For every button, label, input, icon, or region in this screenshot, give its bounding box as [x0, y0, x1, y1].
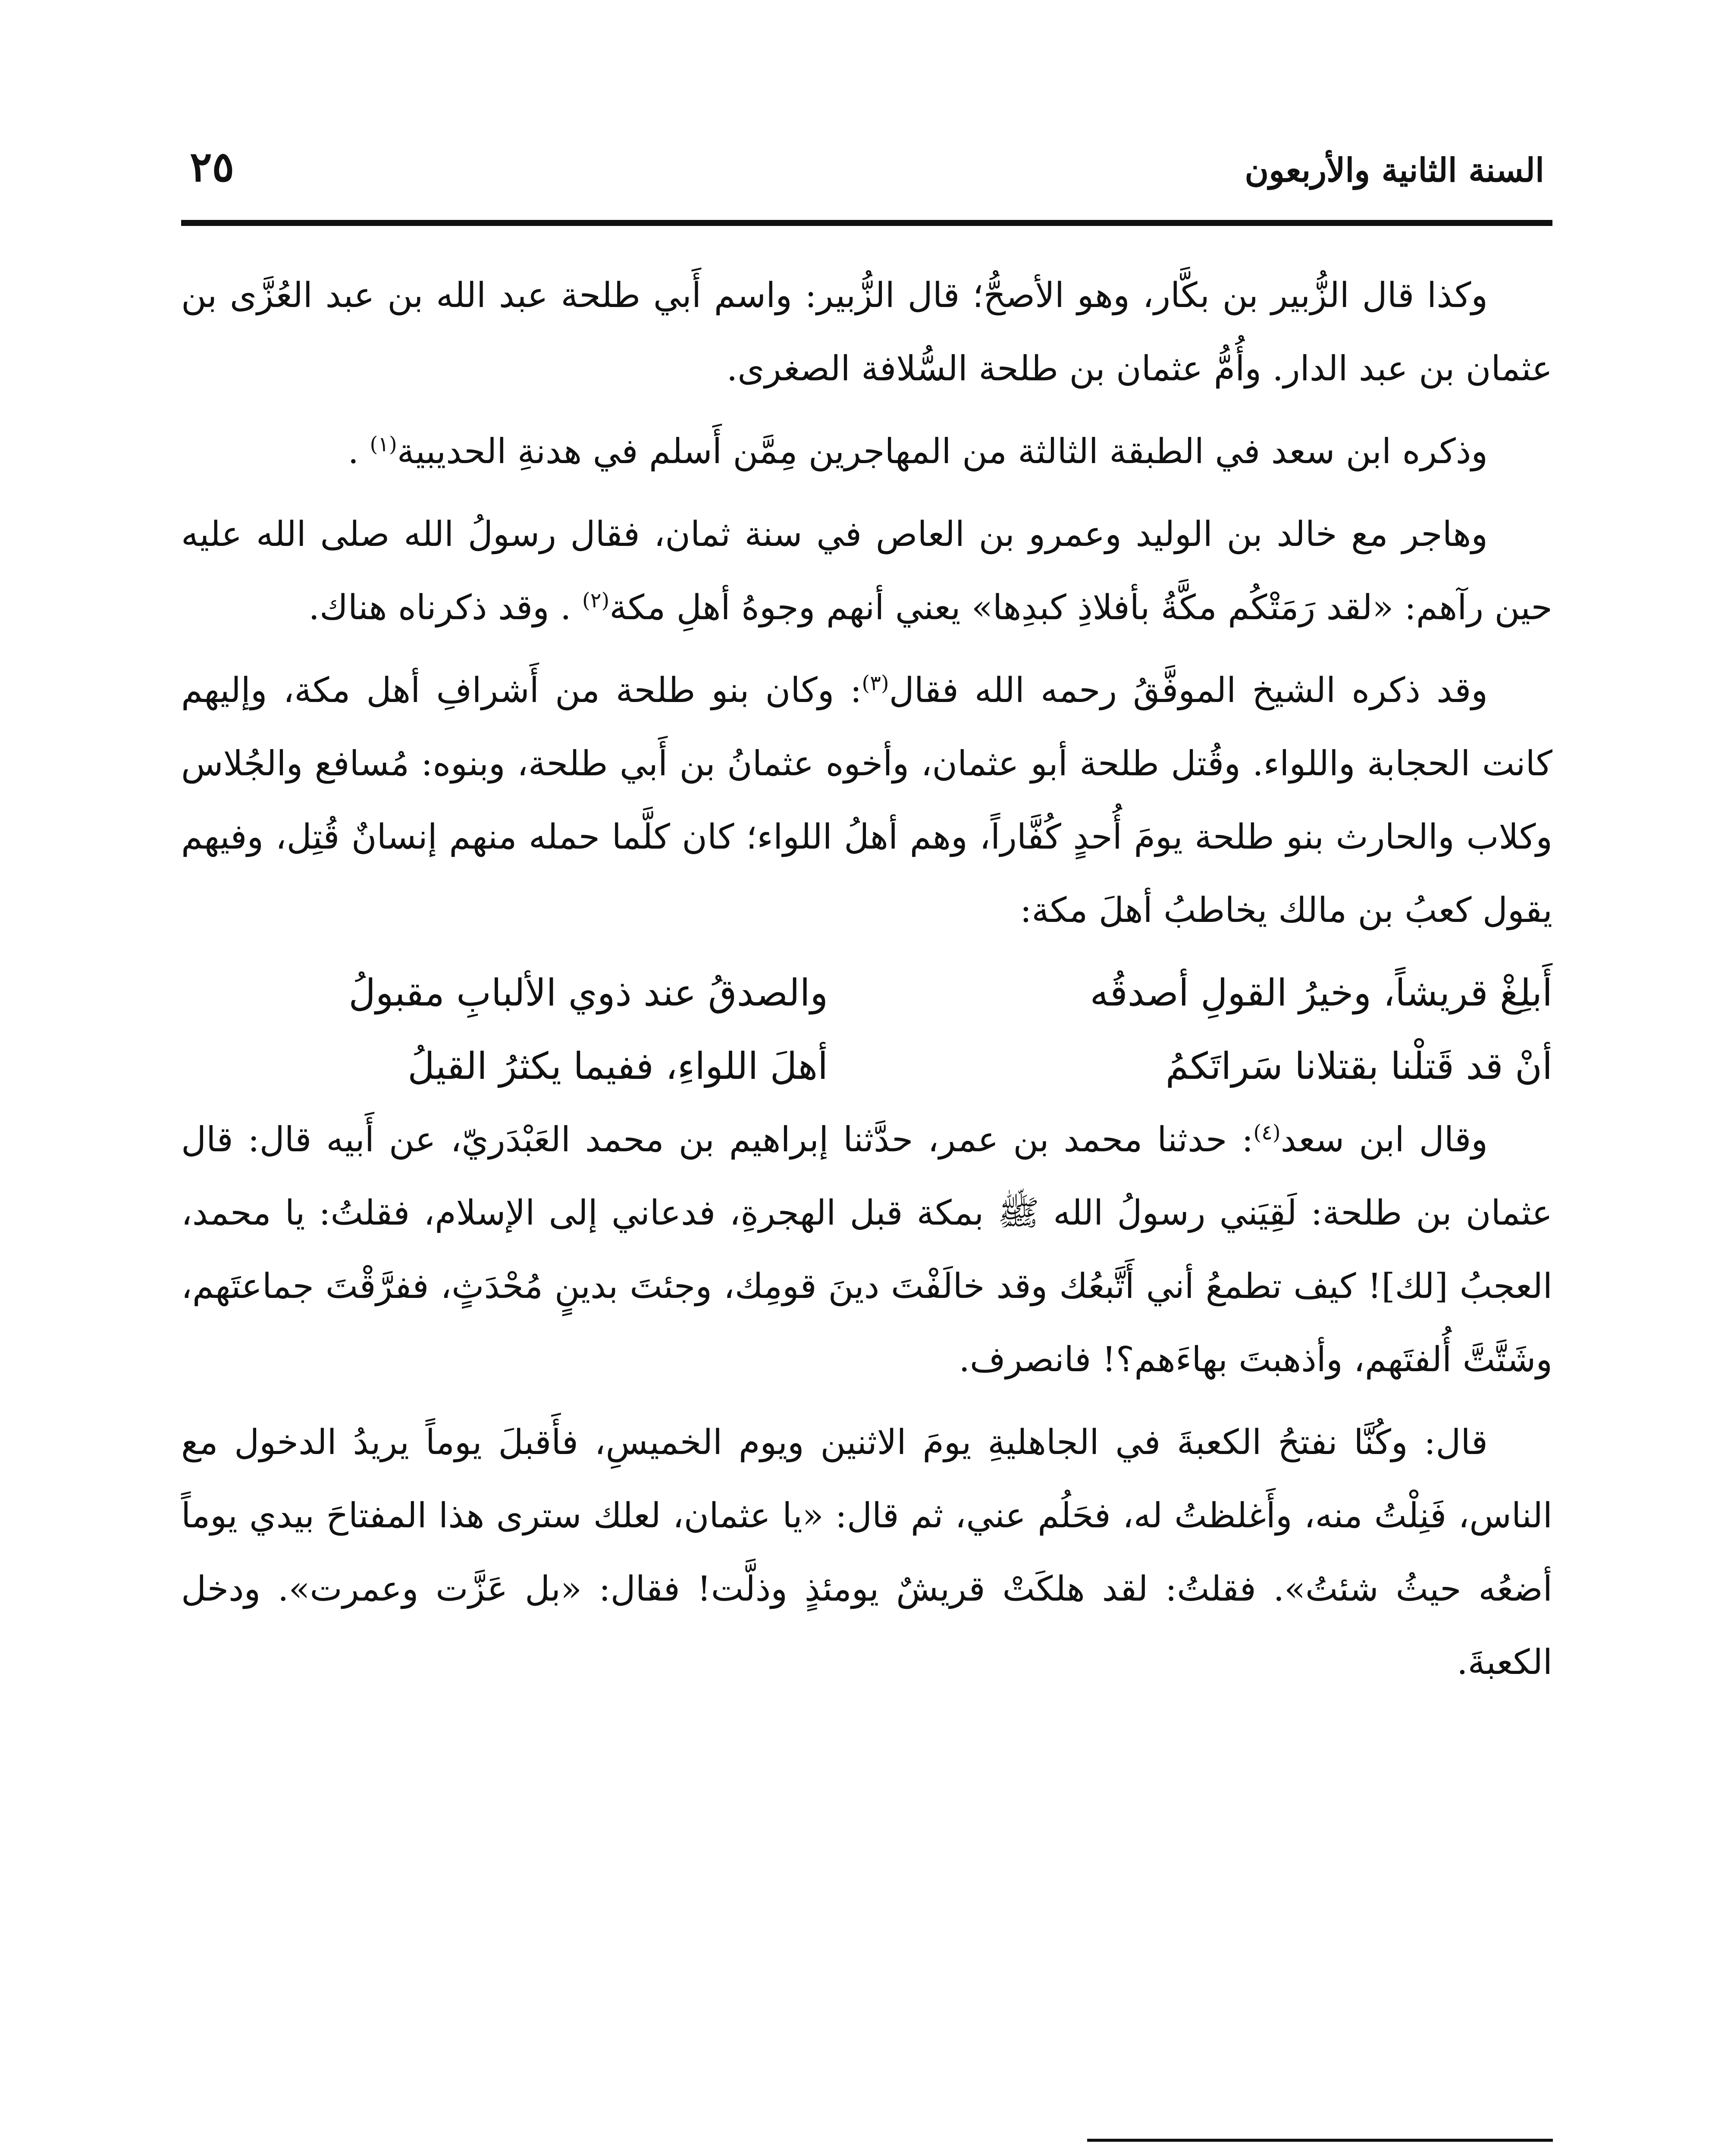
paragraph-5 [181, 1103, 1552, 1396]
footnote-ref-2: (٢) [582, 588, 610, 613]
paragraph-5-end: : حدثنا محمد بن عمر، حدَّثنا إبراهيم بن محمد العَبْدَريّ، عن أَبيه قال: قال عثمان بن طلحة: لَقِيَني رسولُ الله ﷺ بمكة قبل الهجرةِ، فدعاني إلى الإسلام، فقلتُ: يا محمد، العجبُ [لك]! كيف تطمعُ أني أَتَّبعُك وقد خالَفْتَ دينَ قومِك، وجئتَ بدينٍ مُحْدَثٍ، ففرَّقْتَ جماعتَهم، وشَتَّتَّ أُلفتَهم، وأذهبتَ بهاءَهم؟! فانصرف. [181, 1119, 1552, 1379]
running-header-title: السنة الثانية والأربعون [1245, 151, 1544, 189]
verse-line-2 [181, 1030, 1552, 1103]
main-text [181, 259, 1552, 1699]
paragraph-3-end: . وقد ذكرناه هناك. [308, 587, 583, 627]
verse-2-second-hemistich: أهلَ اللواءِ، ففيما يكثرُ القيلُ [408, 1045, 828, 1088]
footnote-ref-3: (٣) [862, 671, 889, 696]
paragraph-1 [181, 259, 1552, 405]
paragraph-4-text: وقد ذكره الشيخ الموفَّقُ رحمه الله فقال [889, 670, 1488, 710]
footnote-divider [1087, 2139, 1553, 2142]
page-number: ٢٥ [190, 142, 235, 191]
verse-1-first-hemistich: أَبلِغْ قريشاً، وخيرُ القولِ أصدقُه [1090, 971, 1552, 1015]
paragraph-2-end: . [348, 431, 370, 471]
verse-2-first-hemistich: أنْ قد قَتلْنا بقتلانا سَراتَكمُ [1165, 1045, 1552, 1088]
paragraph-4 [181, 654, 1552, 947]
paragraph-5-text: وقال ابن سعد [1280, 1119, 1488, 1159]
footnote-ref-4: (٤) [1253, 1120, 1281, 1145]
paragraph-2 [181, 415, 1552, 488]
paragraph-2-text: وذكره ابن سعد في الطبقة الثالثة من المهاجرين مِمَّن أَسلم في هدنةِ الحديبية [397, 431, 1488, 471]
verse-1-second-hemistich: والصدقُ عند ذوي الألبابِ مقبولُ [348, 971, 828, 1015]
footnote-ref-1: (١) [370, 432, 397, 457]
paragraph-6-text: قال: وكُنَّا نفتحُ الكعبةَ في الجاهليةِ يومَ الاثنين ويوم الخميسِ، فأَقبلَ يوماً يريدُ الدخول مع الناس، فَنِلْتُ منه، وأَغلظتُ له، فحَلُم عني، ثم قال: «يا عثمان، لعلك سترى هذا المفتاحَ بيدي يوماً أضعُه حيثُ شئتُ». فقلتُ: لقد هلكَتْ قريشٌ يومئذٍ وذلَّت! فقال: «بل عَزَّت وعمرت». ودخل الكعبةَ. [181, 1422, 1552, 1682]
paragraph-3 [181, 498, 1552, 644]
paragraph-3-text: وهاجر مع خالد بن الوليد وعمرو بن العاص في سنة ثمان، فقال رسولُ الله صلى الله عليه حين رآهم: «لقد رَمَتْكُم مكَّةُ بأفلاذِ كبدِها» يعني أنهم وجوهُ أهلِ مكة [181, 514, 1552, 627]
verse-line-1 [181, 956, 1552, 1030]
paragraph-1-text: وكذا قال الزُّبير بن بكَّار، وهو الأصحُّ؛ قال الزُّبير: واسم أَبي طلحة عبد الله بن عبد العُزَّى بن عثمان بن عبد الدار. وأُمُّ عثمان بن طلحة السُّلافة الصغرى. [181, 275, 1552, 389]
paragraph-6 [181, 1406, 1552, 1699]
paragraph-4-end: : وكان بنو طلحة من أَشرافِ أهل مكة، وإليهم كانت الحجابة واللواء. وقُتل طلحة أبو عثمان، وأخوه عثمانُ بن أَبي طلحة، وبنوه: مُسافع والجُلاس وكلاب والحارث بنو طلحة يومَ أُحدٍ كُفَّاراً، وهم أهلُ اللواء؛ كان كلَّما حمله منهم إنسانٌ قُتِل، وفيهم يقول كعبُ بن مالك يخاطبُ أهلَ مكة: [181, 670, 1552, 930]
header-divider [181, 220, 1552, 226]
